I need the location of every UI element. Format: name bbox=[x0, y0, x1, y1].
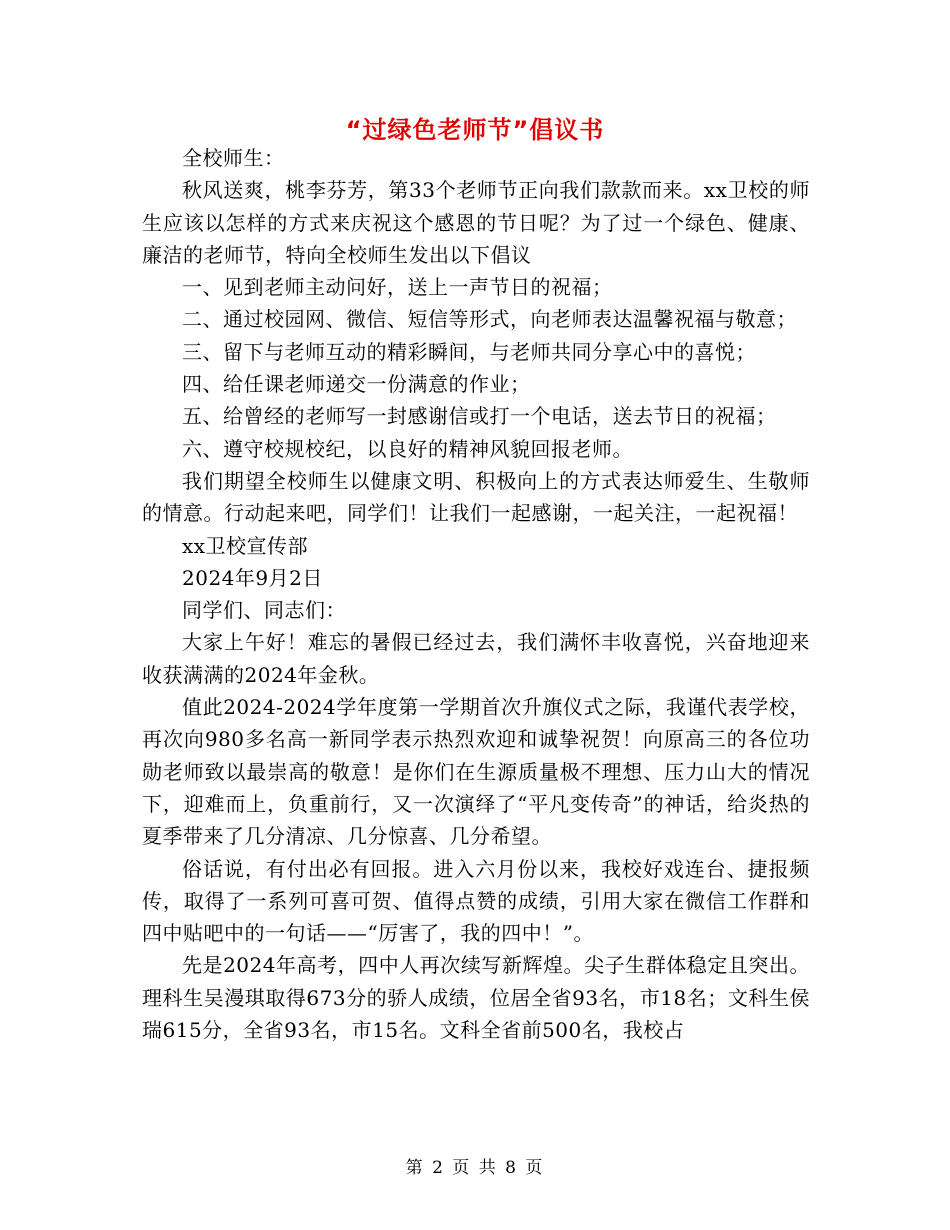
paragraph: 同学们、同志们： bbox=[182, 598, 346, 623]
paragraph: 大家上午好！难忘的暑假已经过去，我们满怀丰收喜悦，兴奋地迎来收获满满的2024年金秋。 bbox=[142, 630, 810, 687]
paragraph: 三、留下与老师互动的精彩瞬间，与老师共同分享心中的喜悦； bbox=[182, 339, 756, 364]
paragraph: 六、遵守校规校纪，以良好的精神风貌回报老师。 bbox=[182, 436, 633, 461]
paragraph: 我们期望全校师生以健康文明、积极向上的方式表达师爱生、生敬师的情意。行动起来吧，同学们！让我们一起感谢，一起关注，一起祝福！ bbox=[142, 468, 810, 526]
signature-date: 2024年9月2日 bbox=[182, 565, 323, 590]
paragraph: 值此2024-2024学年度第一学期首次升旗仪式之际，我谨代表学校，再次向980多名高一新同学表示热烈欢迎和诚挚祝贺！向原高三的各位功勋老师致以最崇高的敬意！是你们在生源质量极不理想、压力山大的情况下，迎难而上，负重前行，又一次演绎了“平凡变传奇”的神话，给炎热的夏季带来了几分清凉、几分惊喜、几分希望。 bbox=[142, 695, 810, 849]
document-title: “过绿色老师节”倡议书 bbox=[345, 116, 605, 144]
document-body bbox=[142, 142, 810, 1046]
paragraph: 二、通过校园网、微信、短信等形式，向老师表达温馨祝福与敬意； bbox=[182, 307, 797, 332]
paragraph: 五、给曾经的老师写一封感谢信或打一个电话，送去节日的祝福； bbox=[182, 404, 777, 429]
paragraph: 一、见到老师主动问好，送上一声节日的祝福； bbox=[182, 275, 613, 300]
page-number-footer: 第 2 页 共 8 页 bbox=[405, 1158, 545, 1178]
paragraph: 先是2024年高考，四中人再次续写新辉煌。尖子生群体稳定且突出。理科生吴漫琪取得673分的骄人成绩，位居全省93名，市18名；文科生侯瑞615分，全省93名，市15名。文科全省前500名，我校占 bbox=[142, 953, 810, 1043]
paragraph: 秋风送爽，桃李芬芳，第33个老师节正向我们款款而来。xx卫校的师生应该以怎样的方式来庆祝这个感恩的节日呢？为了过一个绿色、健康、廉洁的老师节，特向全校师生发出以下倡议 bbox=[142, 178, 810, 267]
signature-org: xx卫校宣传部 bbox=[182, 533, 309, 558]
paragraph: 全校师生： bbox=[182, 146, 285, 170]
paragraph: 四、给任课老师递交一份满意的作业； bbox=[182, 372, 531, 397]
paragraph: 俗话说，有付出必有回报。进入六月份以来，我校好戏连台、捷报频传，取得了一系列可喜可贺、值得点赞的成绩，引用大家在微信工作群和四中贴吧中的一句话——“厉害了，我的四中！”。 bbox=[142, 856, 810, 946]
